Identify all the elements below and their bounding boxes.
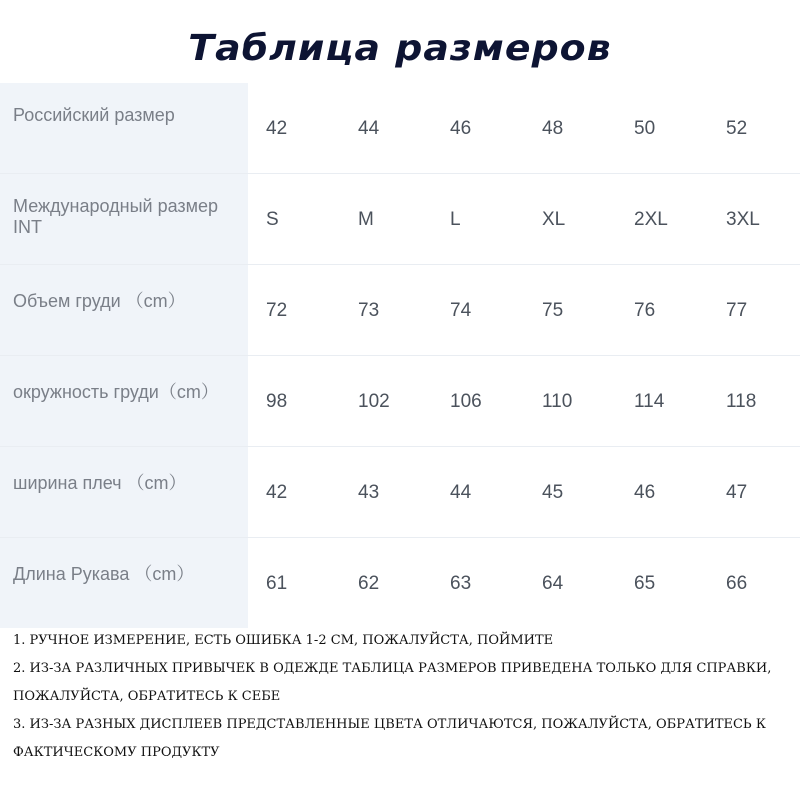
table-cell: 45 — [542, 482, 564, 503]
table-cell: 114 — [634, 391, 665, 412]
table-cell: L — [450, 209, 461, 230]
note-item: 2. ИЗ-ЗА РАЗЛИЧНЫХ ПРИВЫЧЕК В ОДЕЖДЕ ТАБЛИЦА РАЗМЕРОВ ПРИВЕДЕНА ТОЛЬКО ДЛЯ СПРАВКИ, ПОЖАЛУЙСТА, ОБРАТИТЕСЬ К СЕБЕ — [13, 661, 772, 704]
table-cell: 118 — [726, 391, 757, 412]
table-row — [0, 355, 800, 446]
row-label: Российский размер — [0, 83, 248, 173]
note-item: 3. ИЗ-ЗА РАЗНЫХ ДИСПЛЕЕВ ПРЕДСТАВЛЕННЫЕ ЦВЕТА ОТЛИЧАЮТСЯ, ПОЖАЛУЙСТА, ОБРАТИТЕСЬ К ФАКТИЧЕСКОМУ ПРОДУКТУ — [13, 717, 766, 760]
table-cell: 42 — [266, 482, 288, 503]
row-values — [248, 174, 800, 264]
table-cell: 44 — [450, 482, 472, 503]
table-cell: 48 — [542, 118, 564, 139]
table-cell: 46 — [450, 118, 472, 139]
table-cell: 76 — [634, 300, 656, 321]
note-item: 1. РУЧНОЕ ИЗМЕРЕНИЕ, ЕСТЬ ОШИБКА 1-2 СМ, ПОЖАЛУЙСТА, ПОЙМИТЕ — [13, 633, 554, 648]
table-cell: 64 — [542, 573, 564, 594]
table-cell: 63 — [450, 573, 472, 594]
table-cell: XL — [542, 209, 566, 230]
table-cell: 46 — [634, 482, 656, 503]
table-cell: 42 — [266, 118, 288, 139]
table-cell: 65 — [634, 573, 656, 594]
table-cell: S — [266, 209, 279, 230]
table-row — [0, 446, 800, 537]
table-cell: 62 — [358, 573, 380, 594]
table-row — [0, 83, 800, 173]
table-cell: 47 — [726, 482, 748, 503]
table-cell: 98 — [266, 391, 288, 412]
table-cell: 50 — [634, 118, 656, 139]
table-cell: 43 — [358, 482, 380, 503]
table-cell: 102 — [358, 391, 390, 412]
row-values — [248, 83, 800, 173]
table-cell: 3XL — [726, 209, 760, 230]
notes-section — [13, 627, 793, 767]
table-cell: 77 — [726, 300, 748, 321]
row-values — [248, 265, 800, 355]
table-cell: 52 — [726, 118, 748, 139]
table-cell: 61 — [266, 573, 288, 594]
page-title: Таблица размеров — [188, 28, 612, 69]
row-values — [248, 447, 800, 537]
table-cell: 74 — [450, 300, 472, 321]
table-cell: M — [358, 209, 374, 230]
size-table — [0, 83, 800, 628]
table-cell: 75 — [542, 300, 564, 321]
row-label: Международный размер INT — [0, 174, 248, 264]
row-label: Длина Рукава （cm） — [0, 538, 248, 628]
table-row — [0, 173, 800, 264]
row-label: Объем груди （cm） — [0, 265, 248, 355]
table-cell: 73 — [358, 300, 380, 321]
table-cell: 2XL — [634, 209, 668, 230]
row-values — [248, 356, 800, 446]
table-cell: 110 — [542, 391, 573, 412]
table-cell: 44 — [358, 118, 380, 139]
table-cell: 66 — [726, 573, 748, 594]
table-row — [0, 537, 800, 628]
table-row — [0, 264, 800, 355]
row-values — [248, 538, 800, 628]
row-label: ширина плеч （cm） — [0, 447, 248, 537]
table-cell: 72 — [266, 300, 288, 321]
row-label: окружность груди（cm） — [0, 356, 248, 446]
table-cell: 106 — [450, 391, 482, 412]
